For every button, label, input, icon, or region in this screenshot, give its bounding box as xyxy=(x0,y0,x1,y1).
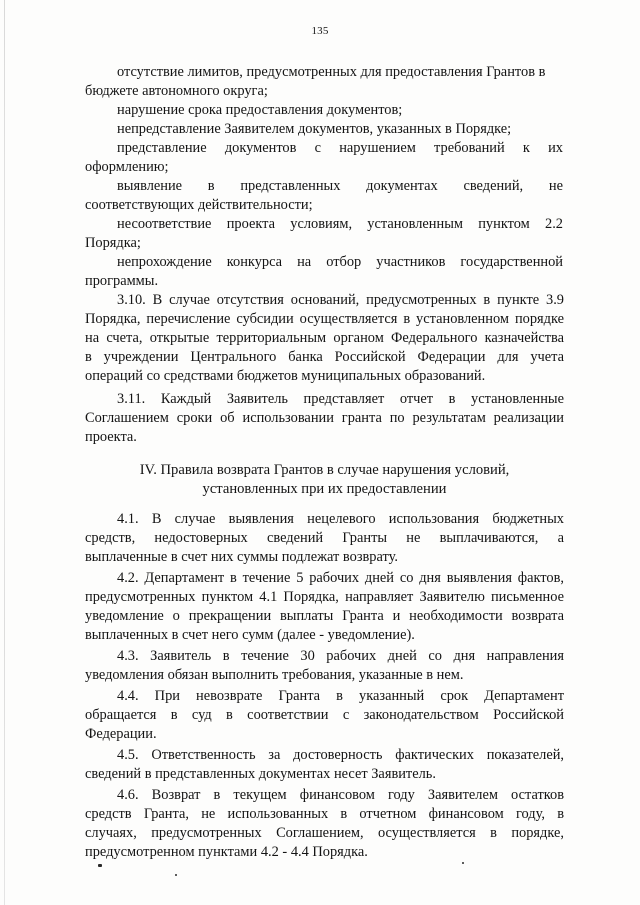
text-line: выявление в представленных документах сведений, не xyxy=(117,178,563,194)
page-number: 135 xyxy=(311,25,329,37)
section-heading: установленных при их предоставлении xyxy=(202,481,447,497)
text-line: проекта. xyxy=(85,429,137,445)
text-line: средств Гранта, не использованных в отчетном финансовом году, в xyxy=(85,806,564,822)
text-line: соответствующих действительности; xyxy=(85,197,313,213)
text-line: отсутствие лимитов, предусмотренных для предоставления Грантов в xyxy=(117,64,546,80)
text-line: уведомление о прекращении выплаты Гранта и необходимости возврата xyxy=(85,608,564,624)
text-line: предусмотренных пунктом 4.1 Порядка, направляет Заявителю письменное xyxy=(85,589,564,605)
text-line: 4.3. Заявитель в течение 30 рабочих дней со дня направления xyxy=(117,648,564,664)
text-line: 4.5. Ответственность за достоверность фактических показателей, xyxy=(117,747,564,763)
text-line: средств, недостоверных сведений Гранты не выплачиваются, а xyxy=(85,530,564,546)
text-line: выплаченных в счет него сумм (далее - уведомление). xyxy=(85,627,415,643)
text-line: сведений в представленных документах несет Заявитель. xyxy=(85,766,436,782)
text-line: в учреждении Центрального банка Российской Федерации для учета xyxy=(85,349,564,365)
text-line: представление документов с нарушением требований к их xyxy=(117,140,563,156)
text-line: на счета, открытые территориальным органом Федерального казначейства xyxy=(85,330,564,346)
text-line: операций со средствами бюджетов муниципальных образований. xyxy=(85,368,486,384)
text-line: 4.4. При невозврате Гранта в указанный срок Департамент xyxy=(117,688,564,704)
scan-edge xyxy=(4,0,5,905)
text-line: случаях, предусмотренных Соглашением, осуществляется в порядке, xyxy=(85,825,564,841)
text-line: оформлению; xyxy=(85,159,169,175)
text-line: Порядка, перечисление субсидии осуществляется в установленном порядке xyxy=(85,311,564,327)
text-line: Федерации. xyxy=(85,726,157,742)
scan-speck xyxy=(462,862,464,864)
text-line: Порядка; xyxy=(85,235,141,251)
text-line: уведомления обязан выполнить требования, указанные в нем. xyxy=(85,667,464,683)
text-line: бюджете автономного округа; xyxy=(85,83,268,99)
text-line: непредставление Заявителем документов, указанных в Порядке; xyxy=(117,121,512,137)
text-line: обращается в суд в соответствии с законодательством Российской xyxy=(85,707,564,723)
scan-speck xyxy=(98,864,102,867)
text-line: программы. xyxy=(85,273,159,289)
text-line: непрохождение конкурса на отбор участников государственной xyxy=(117,254,563,270)
text-line: выплаченные в счет них суммы подлежат возврату. xyxy=(85,549,398,565)
section-heading: IV. Правила возврата Грантов в случае нарушения условий, xyxy=(139,462,510,478)
text-line: 4.1. В случае выявления нецелевого использования бюджетных xyxy=(117,511,564,527)
text-line: 4.2. Департамент в течение 5 рабочих дней со дня выявления фактов, xyxy=(117,570,564,586)
text-line: 3.10. В случае отсутствия оснований, предусмотренных в пункте 3.9 xyxy=(117,292,564,308)
text-line: Соглашением сроки об использовании гранта по результатам реализации xyxy=(85,410,564,426)
scan-speck xyxy=(175,874,177,876)
text-line: нарушение срока предоставления документов; xyxy=(117,102,403,118)
text-line: предусмотренном пунктами 4.2 - 4.4 Порядка. xyxy=(85,844,368,860)
text-line: 4.6. Возврат в текущем финансовом году Заявителем остатков xyxy=(117,787,564,803)
text-line: несоответствие проекта условиям, установленным пунктом 2.2 xyxy=(117,216,563,232)
text-line: 3.11. Каждый Заявитель представляет отчет в установленные xyxy=(117,391,564,407)
